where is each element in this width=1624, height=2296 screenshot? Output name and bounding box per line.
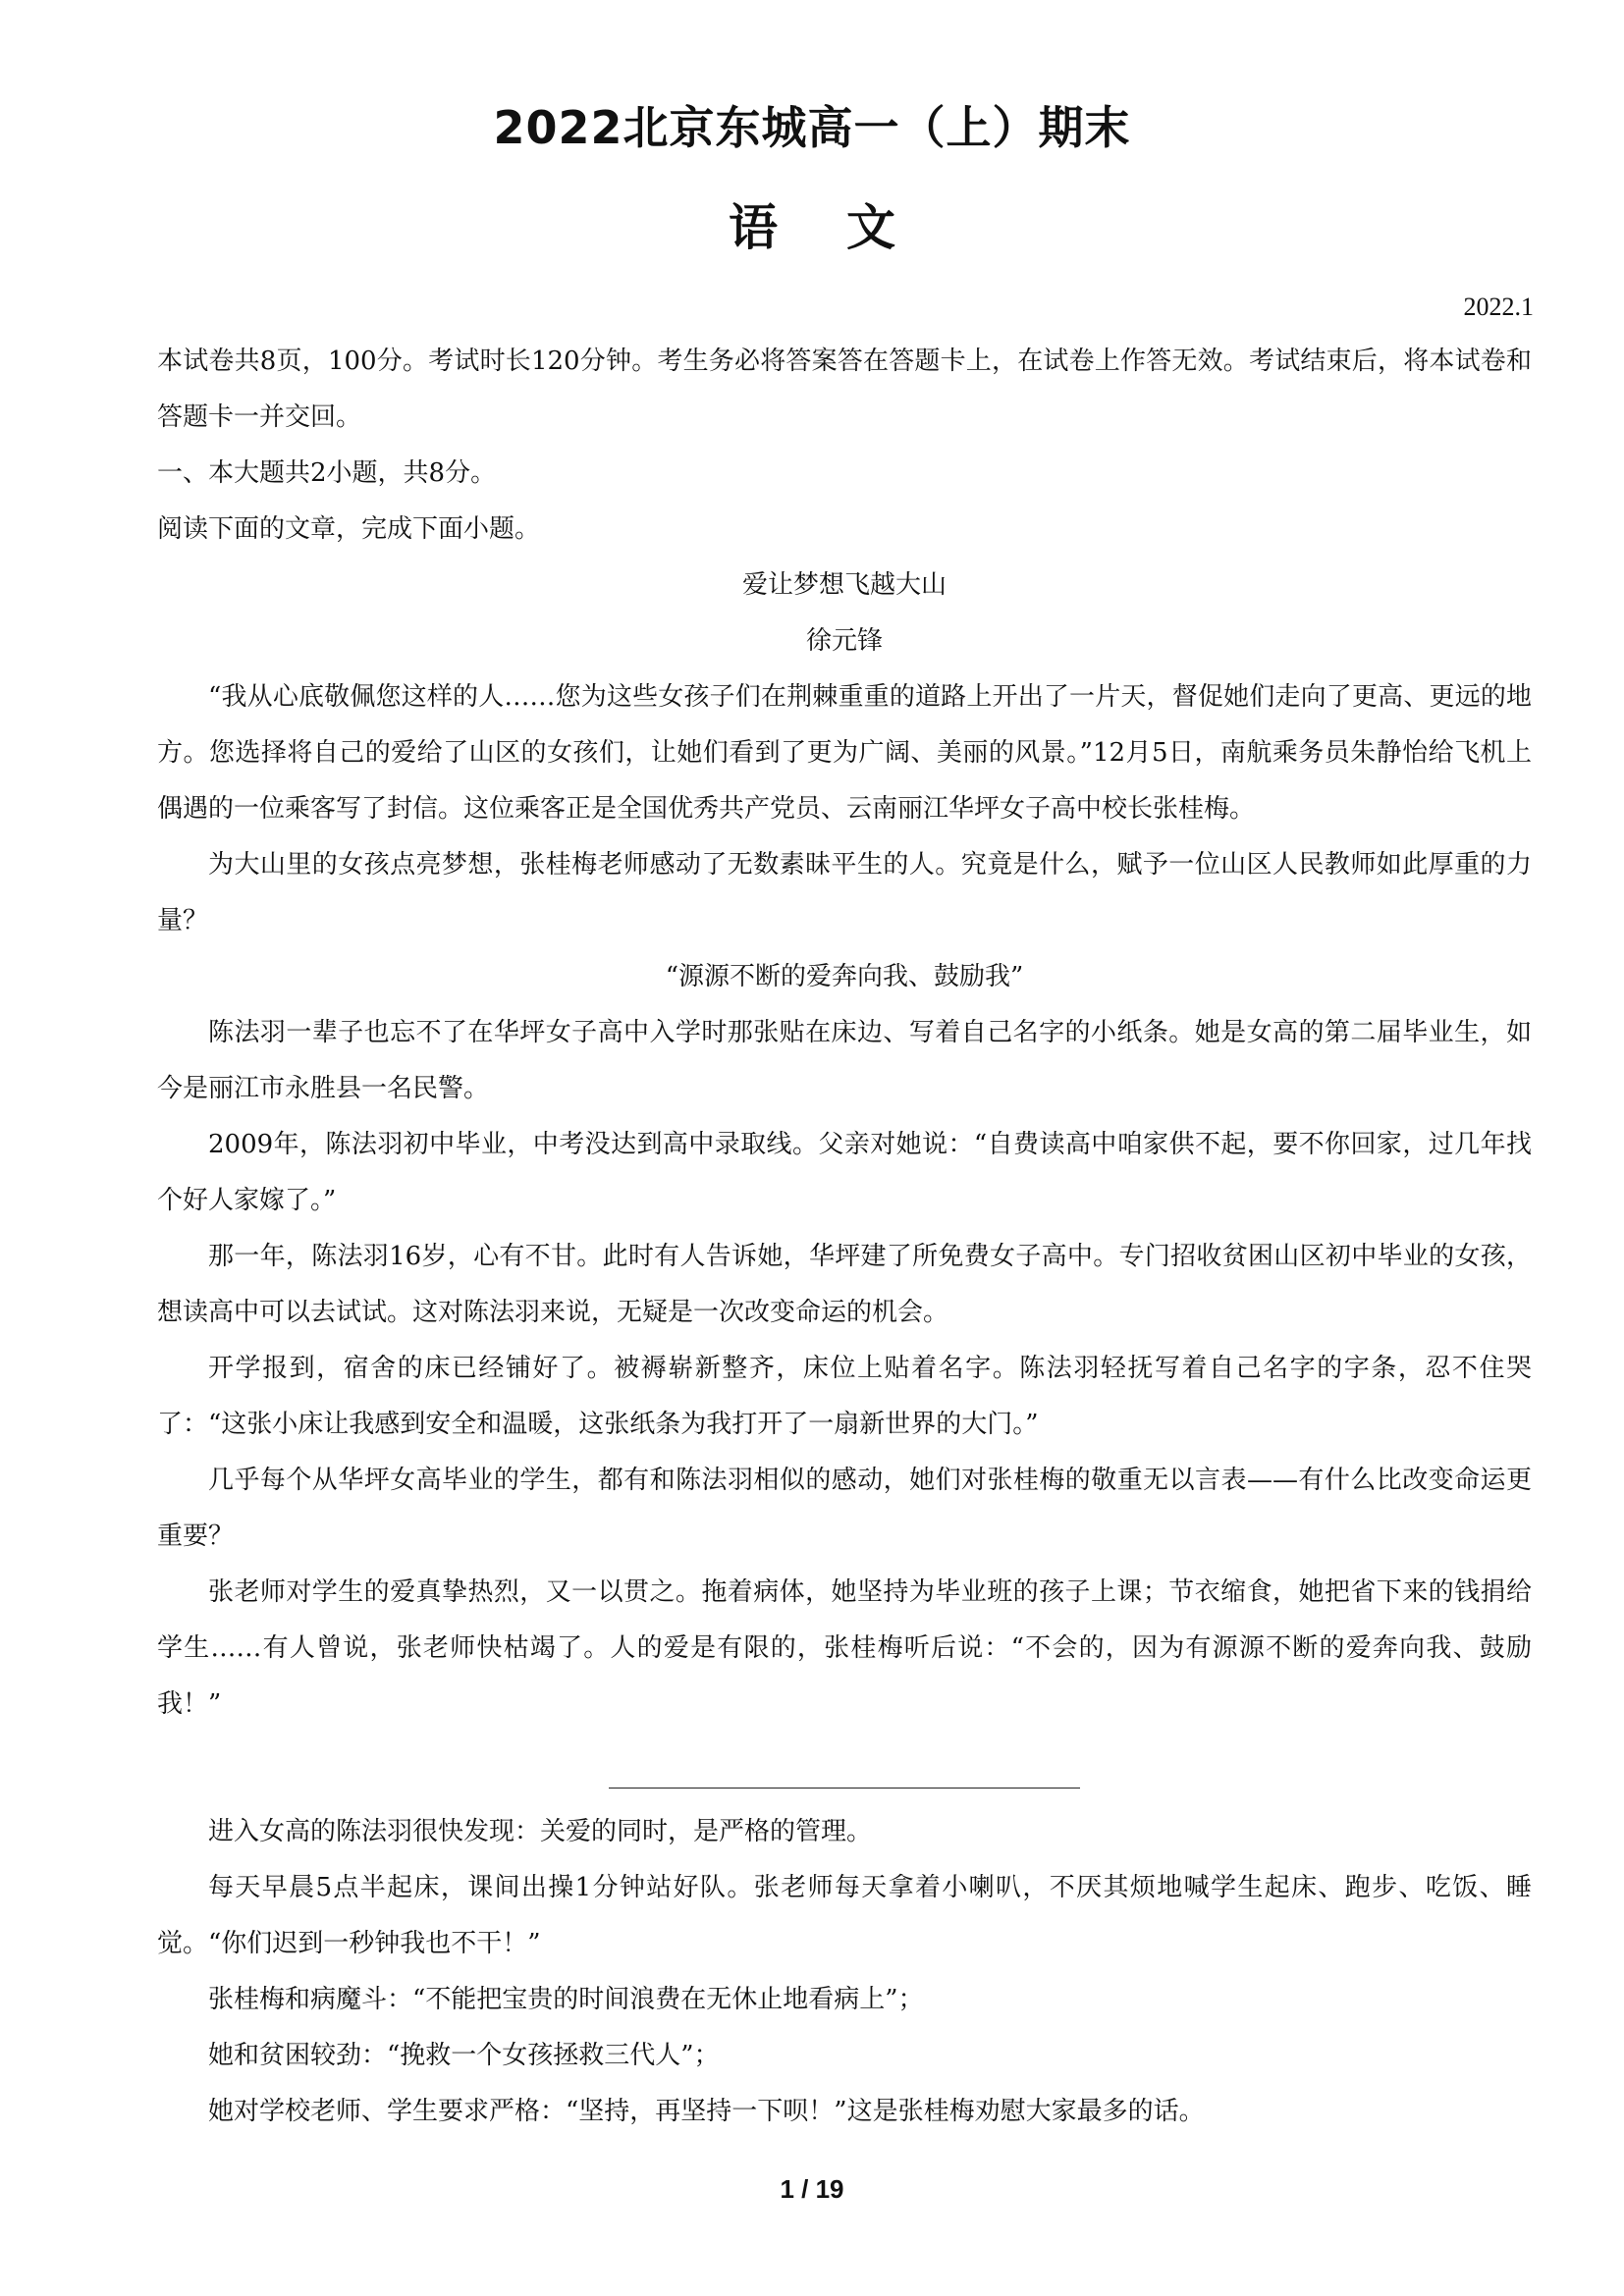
paragraph: 张桂梅和病魔斗：“不能把宝贵的时间浪费在无休止地看病上”； — [208, 1985, 924, 2014]
section-heading: 一、本大题共2小题，共8分。 — [157, 458, 497, 488]
page-number: 1 / 19 — [780, 2174, 844, 2204]
paragraph: 那一年，陈法羽16岁，心有不甘。此时有人告诉她，华坪建了所免费女子高中。专门招收贫困山区初中毕业的女孩，想读高中可以去试试。这对陈法羽来说，无疑是一次改变命运的机会。 — [157, 1242, 1532, 1327]
subject-title: 语文 — [729, 199, 964, 256]
paragraph: 几乎每个从华坪女高毕业的学生，都有和陈法羽相似的感动，她们对张桂梅的敬重无以言表——有什么比改变命运更重要？ — [157, 1466, 1532, 1551]
paragraph: “我从心底敬佩您这样的人……您为这些女孩子们在荆棘重重的道路上开出了一片天，督促她们走向了更高、更远的地方。您选择将自己的爱给了山区的女孩们，让她们看到了更为广阔、美丽的风景。”12月5日，南航乘务员朱静怡给飞机上偶遇的一位乘客写了封信。这位乘客正是全国优秀共产党员、云南丽江华坪女子高中校长张桂梅。 — [157, 682, 1532, 824]
article-title: 爱让梦想飞越大山 — [741, 570, 947, 600]
page-body — [157, 334, 1532, 1733]
article-author: 徐元锋 — [805, 626, 883, 656]
section-divider — [609, 1788, 1080, 1789]
exam-title: 2022北京东城高一（上）期末 — [493, 101, 1131, 154]
paragraph: 陈法羽一辈子也忘不了在华坪女子高中入学时那张贴在床边、写着自己名字的小纸条。她是女高的第二届毕业生，如今是丽江市永胜县一名民警。 — [157, 1018, 1532, 1103]
instructions: 本试卷共8页，100分。考试时长120分钟。考生务必将答案答在答题卡上，在试卷上作答无效。考试结束后，将本试卷和答题卡一并交回。 — [157, 347, 1532, 432]
paragraph: 开学报到，宿舍的床已经铺好了。被褥崭新整齐，床位上贴着名字。陈法羽轻抚写着自己名字的字条，忍不住哭了：“这张小床让我感到安全和温暖，这张纸条为我打开了一扇新世界的大门。” — [157, 1354, 1532, 1439]
paragraph: 她对学校老师、学生要求严格：“坚持，再坚持一下呗！”这是张桂梅劝慰大家最多的话。 — [208, 2097, 1205, 2126]
paragraph: 为大山里的女孩点亮梦想，张桂梅老师感动了无数素昧平生的人。究竟是什么，赋予一位山区人民教师如此厚重的力量？ — [157, 850, 1532, 935]
paragraph: 张老师对学生的爱真挚热烈，又一以贯之。拖着病体，她坚持为毕业班的孩子上课；节衣缩食，她把省下来的钱捐给学生……有人曾说，张老师快枯竭了。人的爱是有限的，张桂梅听后说：“不会的，因为有源源不断的爱奔向我、鼓励我！” — [157, 1577, 1532, 1719]
paragraph: 每天早晨5点半起床，课间出操1分钟站好队。张老师每天拿着小喇叭，不厌其烦地喊学生起床、跑步、吃饭、睡觉。“你们迟到一秒钟我也不干！” — [157, 1873, 1532, 1958]
page-body-continued — [157, 1804, 1532, 2140]
paragraph: 进入女高的陈法羽很快发现：关爱的同时，是严格的管理。 — [208, 1817, 873, 1846]
paragraph: 2009年，陈法羽初中毕业，中考没达到高中录取线。父亲对她说：“自费读高中咱家供不起，要不你回家，过几年找个好人家嫁了。” — [157, 1130, 1532, 1215]
exam-date: 2022.1 — [1463, 293, 1534, 321]
article-subheading: “源源不断的爱奔向我、鼓励我” — [665, 962, 1024, 991]
section-prompt: 阅读下面的文章，完成下面小题。 — [157, 514, 541, 544]
paragraph: 她和贫困较劲：“挽救一个女孩拯救三代人”； — [208, 2041, 720, 2070]
